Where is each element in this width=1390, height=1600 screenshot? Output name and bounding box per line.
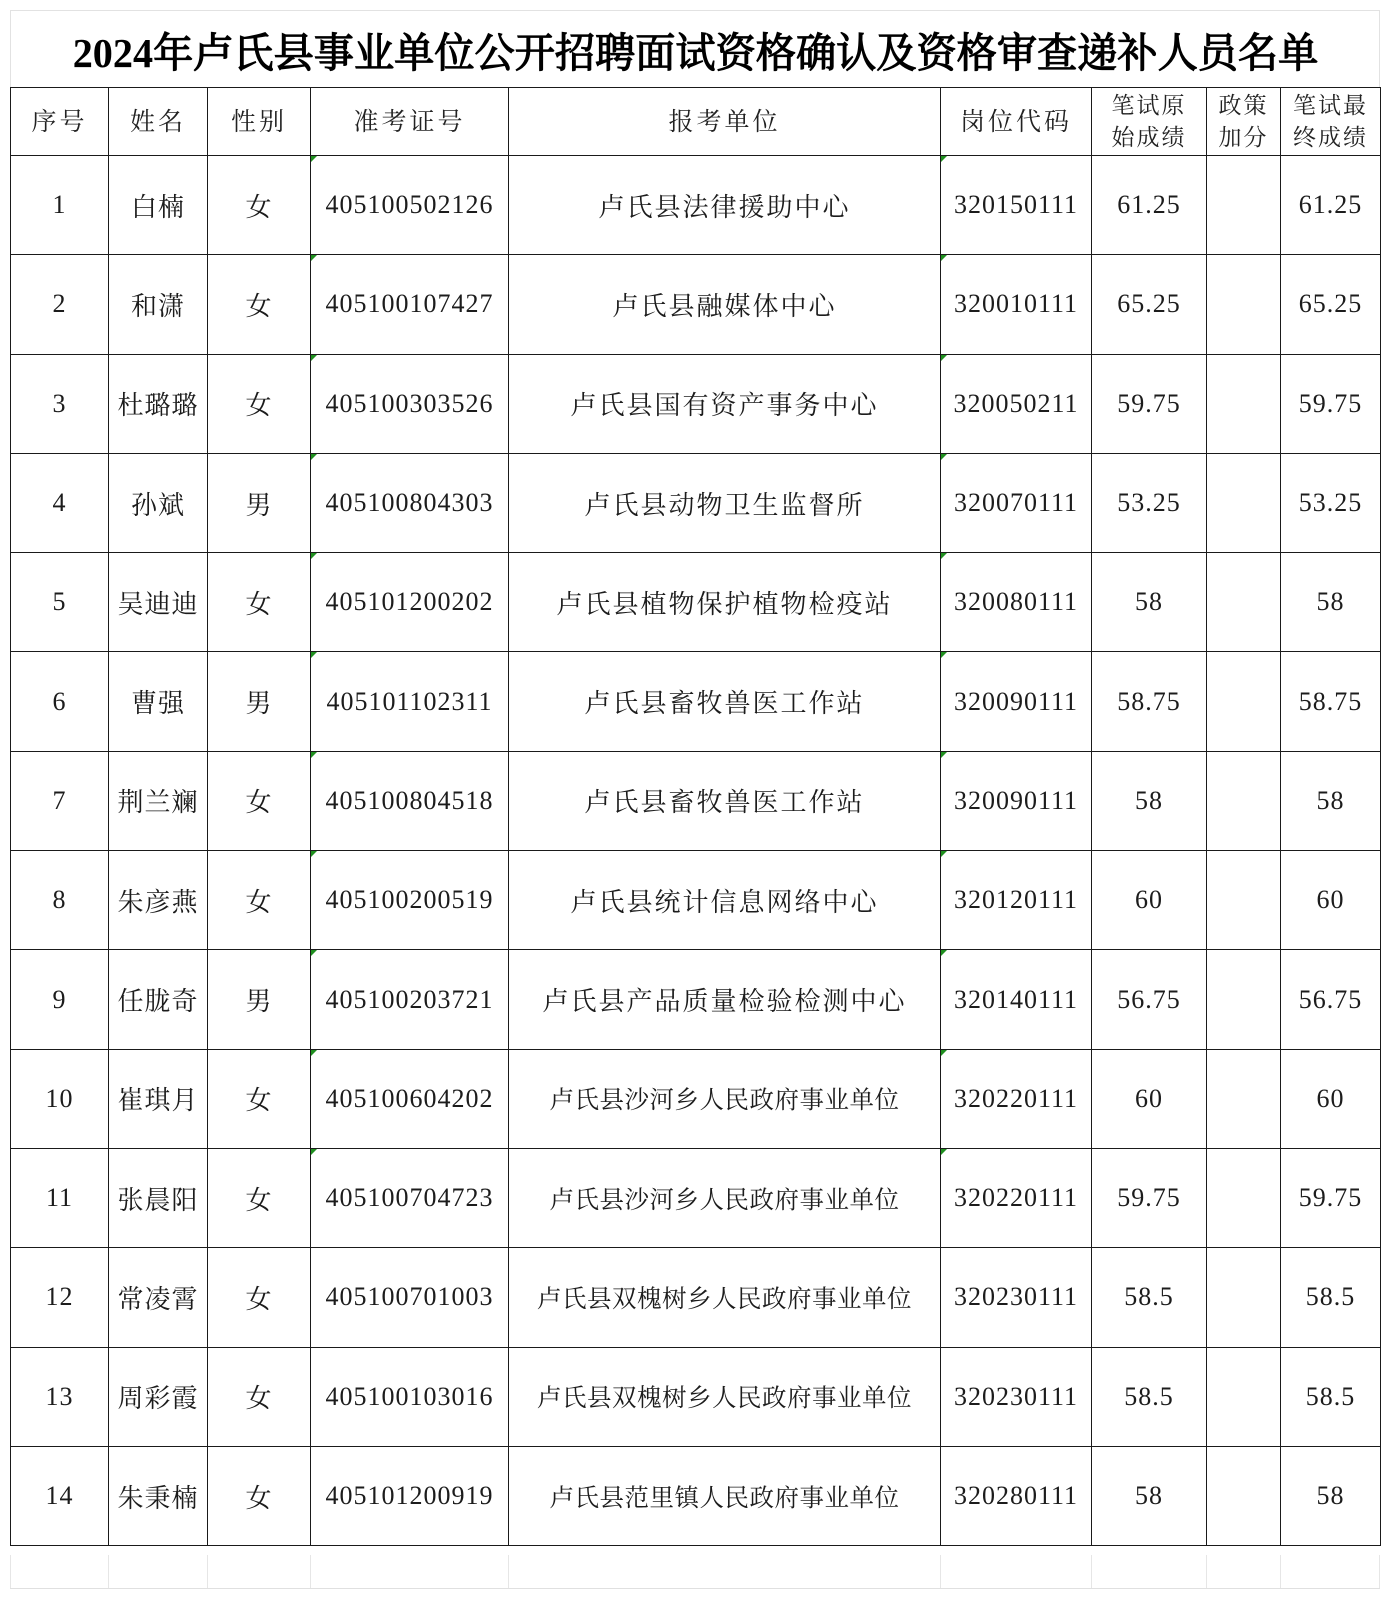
table-row [11,255,1381,354]
cell-raw-score[interactable]: 60 [1092,851,1207,950]
grid-line [310,1555,311,1588]
table-row [11,652,1381,751]
cell-name[interactable]: 吴迪迪 [109,553,208,652]
grid-line [1091,1555,1092,1588]
table-row [11,851,1381,950]
cell-raw-score[interactable]: 60 [1092,1049,1207,1148]
cell-seq[interactable]: 4 [11,453,109,552]
cell-unit[interactable]: 卢氏县国有资产事务中心 [509,354,941,453]
cell-exam-no[interactable]: 405100200519 [311,851,509,950]
table-row [11,553,1381,652]
table-row [11,453,1381,552]
grid-line [508,1555,509,1588]
cell-name[interactable]: 荆兰斓 [109,751,208,850]
cell-final-score[interactable]: 58 [1281,751,1381,850]
cell-gender[interactable]: 女 [208,255,311,354]
table-row [11,1248,1381,1347]
cell-seq[interactable]: 6 [11,652,109,751]
cell-raw-score[interactable]: 65.25 [1092,255,1207,354]
candidate-table [10,87,1381,1546]
cell-final-score[interactable]: 56.75 [1281,950,1381,1049]
cell-post-code[interactable]: 320090111 [941,751,1092,850]
cell-unit[interactable]: 卢氏县畜牧兽医工作站 [509,751,941,850]
cell-name[interactable]: 和潇 [109,255,208,354]
cell-name[interactable]: 任胧奇 [109,950,208,1049]
cell-raw-score[interactable]: 56.75 [1092,950,1207,1049]
grid-line [10,1555,11,1588]
cell-exam-no[interactable]: 405100804303 [311,453,509,552]
cell-bonus[interactable] [1207,950,1281,1049]
header-bonus[interactable] [1207,88,1281,156]
header-final-score-line1: 笔试最 [1293,92,1368,119]
empty-grid-row [10,1555,1380,1589]
cell-exam-no[interactable]: 405100704723 [311,1148,509,1247]
cell-final-score[interactable]: 60 [1281,851,1381,950]
cell-seq[interactable]: 5 [11,553,109,652]
cell-gender[interactable]: 女 [208,1347,311,1446]
cell-raw-score[interactable]: 58.5 [1092,1347,1207,1446]
cell-seq[interactable]: 8 [11,851,109,950]
cell-exam-no[interactable]: 405100203721 [311,950,509,1049]
cell-bonus[interactable] [1207,1347,1281,1446]
table-row [11,1148,1381,1247]
cell-seq[interactable]: 13 [11,1347,109,1446]
header-row [11,88,1381,156]
cell-seq[interactable]: 11 [11,1148,109,1247]
cell-unit[interactable]: 卢氏县产品质量检验检测中心 [509,950,941,1049]
header-gender[interactable]: 性别 [208,88,311,156]
cell-exam-no[interactable]: 405101102311 [311,652,509,751]
cell-gender[interactable]: 女 [208,553,311,652]
cell-post-code[interactable]: 320220111 [941,1148,1092,1247]
header-bonus-line2: 加分 [1218,124,1269,151]
cell-post-code[interactable]: 320090111 [941,652,1092,751]
cell-unit[interactable]: 卢氏县范里镇人民政府事业单位 [509,1446,941,1545]
grid-line [1206,1555,1207,1588]
cell-post-code[interactable]: 320230111 [941,1347,1092,1446]
cell-seq[interactable]: 1 [11,156,109,255]
grid-line [108,1555,109,1588]
cell-gender[interactable]: 男 [208,652,311,751]
cell-unit[interactable]: 卢氏县统计信息网络中心 [509,851,941,950]
cell-seq[interactable]: 14 [11,1446,109,1545]
cell-name[interactable]: 曹强 [109,652,208,751]
cell-raw-score[interactable]: 58.75 [1092,652,1207,751]
cell-raw-score[interactable]: 53.25 [1092,453,1207,552]
cell-gender[interactable]: 男 [208,950,311,1049]
cell-gender[interactable]: 女 [208,156,311,255]
cell-name[interactable]: 崔琪月 [109,1049,208,1148]
cell-unit[interactable]: 卢氏县法律援助中心 [509,156,941,255]
cell-bonus[interactable] [1207,1148,1281,1247]
cell-final-score[interactable]: 53.25 [1281,453,1381,552]
cell-post-code[interactable]: 320280111 [941,1446,1092,1545]
table-row [11,354,1381,453]
cell-unit[interactable]: 卢氏县畜牧兽医工作站 [509,652,941,751]
cell-final-score[interactable]: 58.5 [1281,1347,1381,1446]
cell-post-code[interactable]: 320230111 [941,1248,1092,1347]
header-raw-score-line1: 笔试原 [1111,92,1187,119]
cell-name[interactable]: 孙斌 [109,453,208,552]
table-row [11,950,1381,1049]
cell-post-code[interactable]: 320120111 [941,851,1092,950]
cell-raw-score[interactable]: 59.75 [1092,354,1207,453]
cell-raw-score[interactable]: 58 [1092,1446,1207,1545]
cell-bonus[interactable] [1207,1248,1281,1347]
grid-line [207,1555,208,1588]
cell-unit[interactable]: 卢氏县动物卫生监督所 [509,453,941,552]
cell-bonus[interactable] [1207,354,1281,453]
cell-bonus[interactable] [1207,453,1281,552]
table-row [11,156,1381,255]
cell-post-code[interactable]: 320080111 [941,553,1092,652]
cell-seq[interactable]: 10 [11,1049,109,1148]
cell-raw-score[interactable]: 58.5 [1092,1248,1207,1347]
cell-post-code[interactable]: 320050211 [941,354,1092,453]
cell-bonus[interactable] [1207,1446,1281,1545]
cell-exam-no[interactable]: 405100701003 [311,1248,509,1347]
cell-final-score[interactable]: 65.25 [1281,255,1381,354]
cell-bonus[interactable] [1207,255,1281,354]
cell-raw-score[interactable]: 61.25 [1092,156,1207,255]
header-post-code[interactable]: 岗位代码 [941,88,1092,156]
cell-unit[interactable]: 卢氏县植物保护植物检疫站 [509,553,941,652]
header-exam-no[interactable]: 准考证号 [311,88,509,156]
cell-final-score[interactable]: 59.75 [1281,1148,1381,1247]
cell-name[interactable]: 常凌霄 [109,1248,208,1347]
cell-exam-no[interactable]: 405100303526 [311,354,509,453]
cell-final-score[interactable]: 58 [1281,553,1381,652]
cell-exam-no[interactable]: 405100502126 [311,156,509,255]
cell-exam-no[interactable]: 405101200202 [311,553,509,652]
cell-unit[interactable]: 卢氏县沙河乡人民政府事业单位 [509,1148,941,1247]
cell-final-score[interactable]: 58.5 [1281,1248,1381,1347]
cell-seq[interactable]: 2 [11,255,109,354]
table-body [11,156,1381,1546]
cell-unit[interactable]: 卢氏县融媒体中心 [509,255,941,354]
cell-final-score[interactable]: 58 [1281,1446,1381,1545]
table-row [11,1446,1381,1545]
table-row [11,1347,1381,1446]
header-seq[interactable]: 序号 [11,88,109,156]
cell-bonus[interactable] [1207,553,1281,652]
cell-name[interactable]: 朱秉楠 [109,1446,208,1545]
cell-bonus[interactable] [1207,1049,1281,1148]
cell-exam-no[interactable]: 405100107427 [311,255,509,354]
header-bonus-line1: 政策 [1218,92,1269,119]
cell-bonus[interactable] [1207,652,1281,751]
header-raw-score-line2: 始成绩 [1111,124,1187,151]
table-row [11,1049,1381,1148]
cell-unit[interactable]: 卢氏县双槐树乡人民政府事业单位 [509,1347,941,1446]
cell-post-code[interactable]: 320010111 [941,255,1092,354]
cell-gender[interactable]: 女 [208,851,311,950]
cell-seq[interactable]: 9 [11,950,109,1049]
cell-unit[interactable]: 卢氏县双槐树乡人民政府事业单位 [509,1248,941,1347]
cell-name[interactable]: 周彩霞 [109,1347,208,1446]
cell-exam-no[interactable]: 405100804518 [311,751,509,850]
cell-raw-score[interactable]: 59.75 [1092,1148,1207,1247]
title-cell[interactable] [10,10,1380,87]
header-final-score[interactable] [1281,88,1381,156]
cell-gender[interactable]: 女 [208,354,311,453]
cell-exam-no[interactable]: 405100103016 [311,1347,509,1446]
cell-final-score[interactable]: 60 [1281,1049,1381,1148]
cell-gender[interactable]: 女 [208,1446,311,1545]
header-unit[interactable]: 报考单位 [509,88,941,156]
cell-gender[interactable]: 女 [208,1248,311,1347]
cell-post-code[interactable]: 320150111 [941,156,1092,255]
cell-bonus[interactable] [1207,751,1281,850]
cell-gender[interactable]: 女 [208,1049,311,1148]
header-raw-score[interactable] [1092,88,1207,156]
cell-exam-no[interactable]: 405100604202 [311,1049,509,1148]
grid-line [1379,1555,1380,1588]
cell-final-score[interactable]: 58.75 [1281,652,1381,751]
cell-post-code[interactable]: 320070111 [941,453,1092,552]
cell-gender[interactable]: 女 [208,1148,311,1247]
cell-seq[interactable]: 7 [11,751,109,850]
grid-line [940,1555,941,1588]
cell-final-score[interactable]: 61.25 [1281,156,1381,255]
cell-bonus[interactable] [1207,156,1281,255]
grid-line [1280,1555,1281,1588]
cell-exam-no[interactable]: 405101200919 [311,1446,509,1545]
table-row [11,751,1381,850]
cell-raw-score[interactable]: 58 [1092,751,1207,850]
cell-name[interactable]: 杜璐璐 [109,354,208,453]
cell-post-code[interactable]: 320140111 [941,950,1092,1049]
cell-post-code[interactable]: 320220111 [941,1049,1092,1148]
cell-name[interactable]: 张晨阳 [109,1148,208,1247]
cell-seq[interactable]: 3 [11,354,109,453]
cell-gender[interactable]: 女 [208,751,311,850]
cell-name[interactable]: 白楠 [109,156,208,255]
cell-name[interactable]: 朱彦燕 [109,851,208,950]
cell-final-score[interactable]: 59.75 [1281,354,1381,453]
cell-raw-score[interactable]: 58 [1092,553,1207,652]
cell-gender[interactable]: 男 [208,453,311,552]
header-final-score-line2: 终成绩 [1293,124,1368,151]
cell-unit[interactable]: 卢氏县沙河乡人民政府事业单位 [509,1049,941,1148]
cell-bonus[interactable] [1207,851,1281,950]
cell-seq[interactable]: 12 [11,1248,109,1347]
header-name[interactable]: 姓名 [109,88,208,156]
document-title: 2024年卢氏县事业单位公开招聘面试资格确认及资格审查递补人员名单 [72,29,1318,76]
